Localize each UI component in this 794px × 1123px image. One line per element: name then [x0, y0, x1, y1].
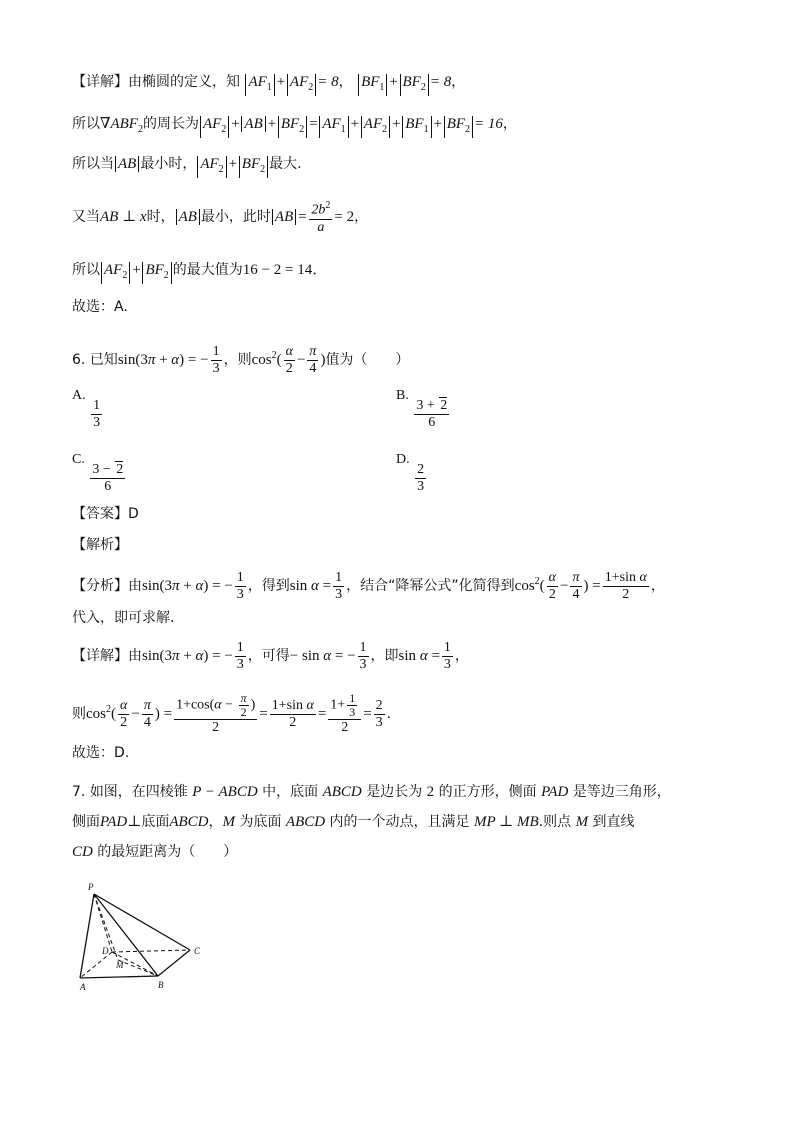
jiexi-tag: 【解析】 [72, 537, 128, 553]
edge-pa [80, 894, 94, 978]
q6-detail-2: 则$\cos^2$( $\frac{\alpha}{2}$ − $\frac{\pi}{4}$ ) = 1+cos(α − $\frac{\pi}{2}$ ) 2 = $\frac{\text{1+sin α}}{2}$ = 1+ $\frac{1}{3}$ 2 = $\frac{2}{3}$ . [72, 691, 392, 735]
q6-answer: 【答案】D [72, 506, 139, 522]
q5-line-1: 【详解】由椭圆的定义，知 $AF_1 + AF_2 = 8$， $BF_1 + BF_2 = 8$， [72, 72, 465, 96]
q5-line-2: 所以$\nabla ABF_2$的周长为 $AF_2$ + AB + $BF_2 = AF_1 + AF_2 + BF_1 + BF_2 = 16$， [72, 114, 517, 140]
edge-ab [80, 976, 158, 978]
q5-line-4: 又当AB ⊥ x时， AB 最小，此时 AB = $\frac{2b^2}{a}$ = 2， [72, 200, 369, 235]
xiangjie-tag: 【详解】 [72, 74, 128, 90]
edge-bc [158, 950, 190, 976]
q5-line-3: 所以当 AB 最小时， $AF_2 + BF_2$ 最大. [72, 154, 302, 178]
q5-answer: 故选：A. [72, 299, 128, 315]
pyramid-figure [72, 880, 212, 1004]
option-c[interactable]: C. $\frac{3 - 2}{6}$ [72, 452, 124, 494]
q6-stem: 6. 已知sin(3π + α) = − $\frac{1}{3}$ ，则$\cos^2$( $\frac{\alpha}{2}$ − $\frac{\pi}{4}$ )值为（ ） [72, 343, 410, 376]
edge-dc [112, 950, 190, 952]
q5-line-5: 所以 $AF_2 + BF_2$ 的最大值为16 − 2 = 14． [72, 260, 327, 284]
option-d[interactable]: D. $\frac{2}{3}$ [396, 452, 425, 494]
label-c: C [194, 946, 201, 956]
q7-line-1: 7. 如图，在四棱锥 P − ABCD 中，底面 ABCD 是边长为 2 的正方形，侧面 PAD 是等边三角形， [72, 784, 671, 800]
label-m: M [116, 960, 124, 970]
q6-detail: 【详解】由sin(3π + α) = − $\frac{1}{3}$ ，可得− sin α = − $\frac{1}{3}$ ，即sin α = $\frac{1}{3}$ ， [72, 639, 469, 672]
option-b[interactable]: B. $\frac{3 + 2}{6}$ [396, 388, 448, 430]
q7-line-3: CD 的最短距离为（ ） [72, 844, 238, 860]
q6-final: 故选：D. [72, 745, 130, 761]
triangle-abf2: $\nabla ABF_2$ [100, 116, 143, 135]
q6-analysis: 【分析】由sin(3π + α) = − $\frac{1}{3}$ ，得到sin α = $\frac{1}{3}$ ，结合“降幂公式”化简得到$\cos^2$( $\frac{\alpha}{2}$ − $\frac{\pi}{4}$ ) = $\frac{\text{1+sin α}}{2}$ ， [72, 569, 665, 602]
option-a[interactable]: A. $\frac{1}{3}$ [72, 388, 101, 430]
q6-analysis-2: 代入，即可求解. [72, 610, 175, 626]
q7-line-2: 侧面PAD⊥底面ABCD，M 为底面 ABCD 内的一个动点，且满足 MP ⊥ MB.则点 M 到直线 [72, 814, 635, 830]
label-a: A [80, 982, 86, 992]
label-p: P [88, 882, 94, 892]
answer-value: D [128, 506, 139, 522]
label-d: D [102, 946, 109, 956]
label-b: B [158, 980, 164, 990]
